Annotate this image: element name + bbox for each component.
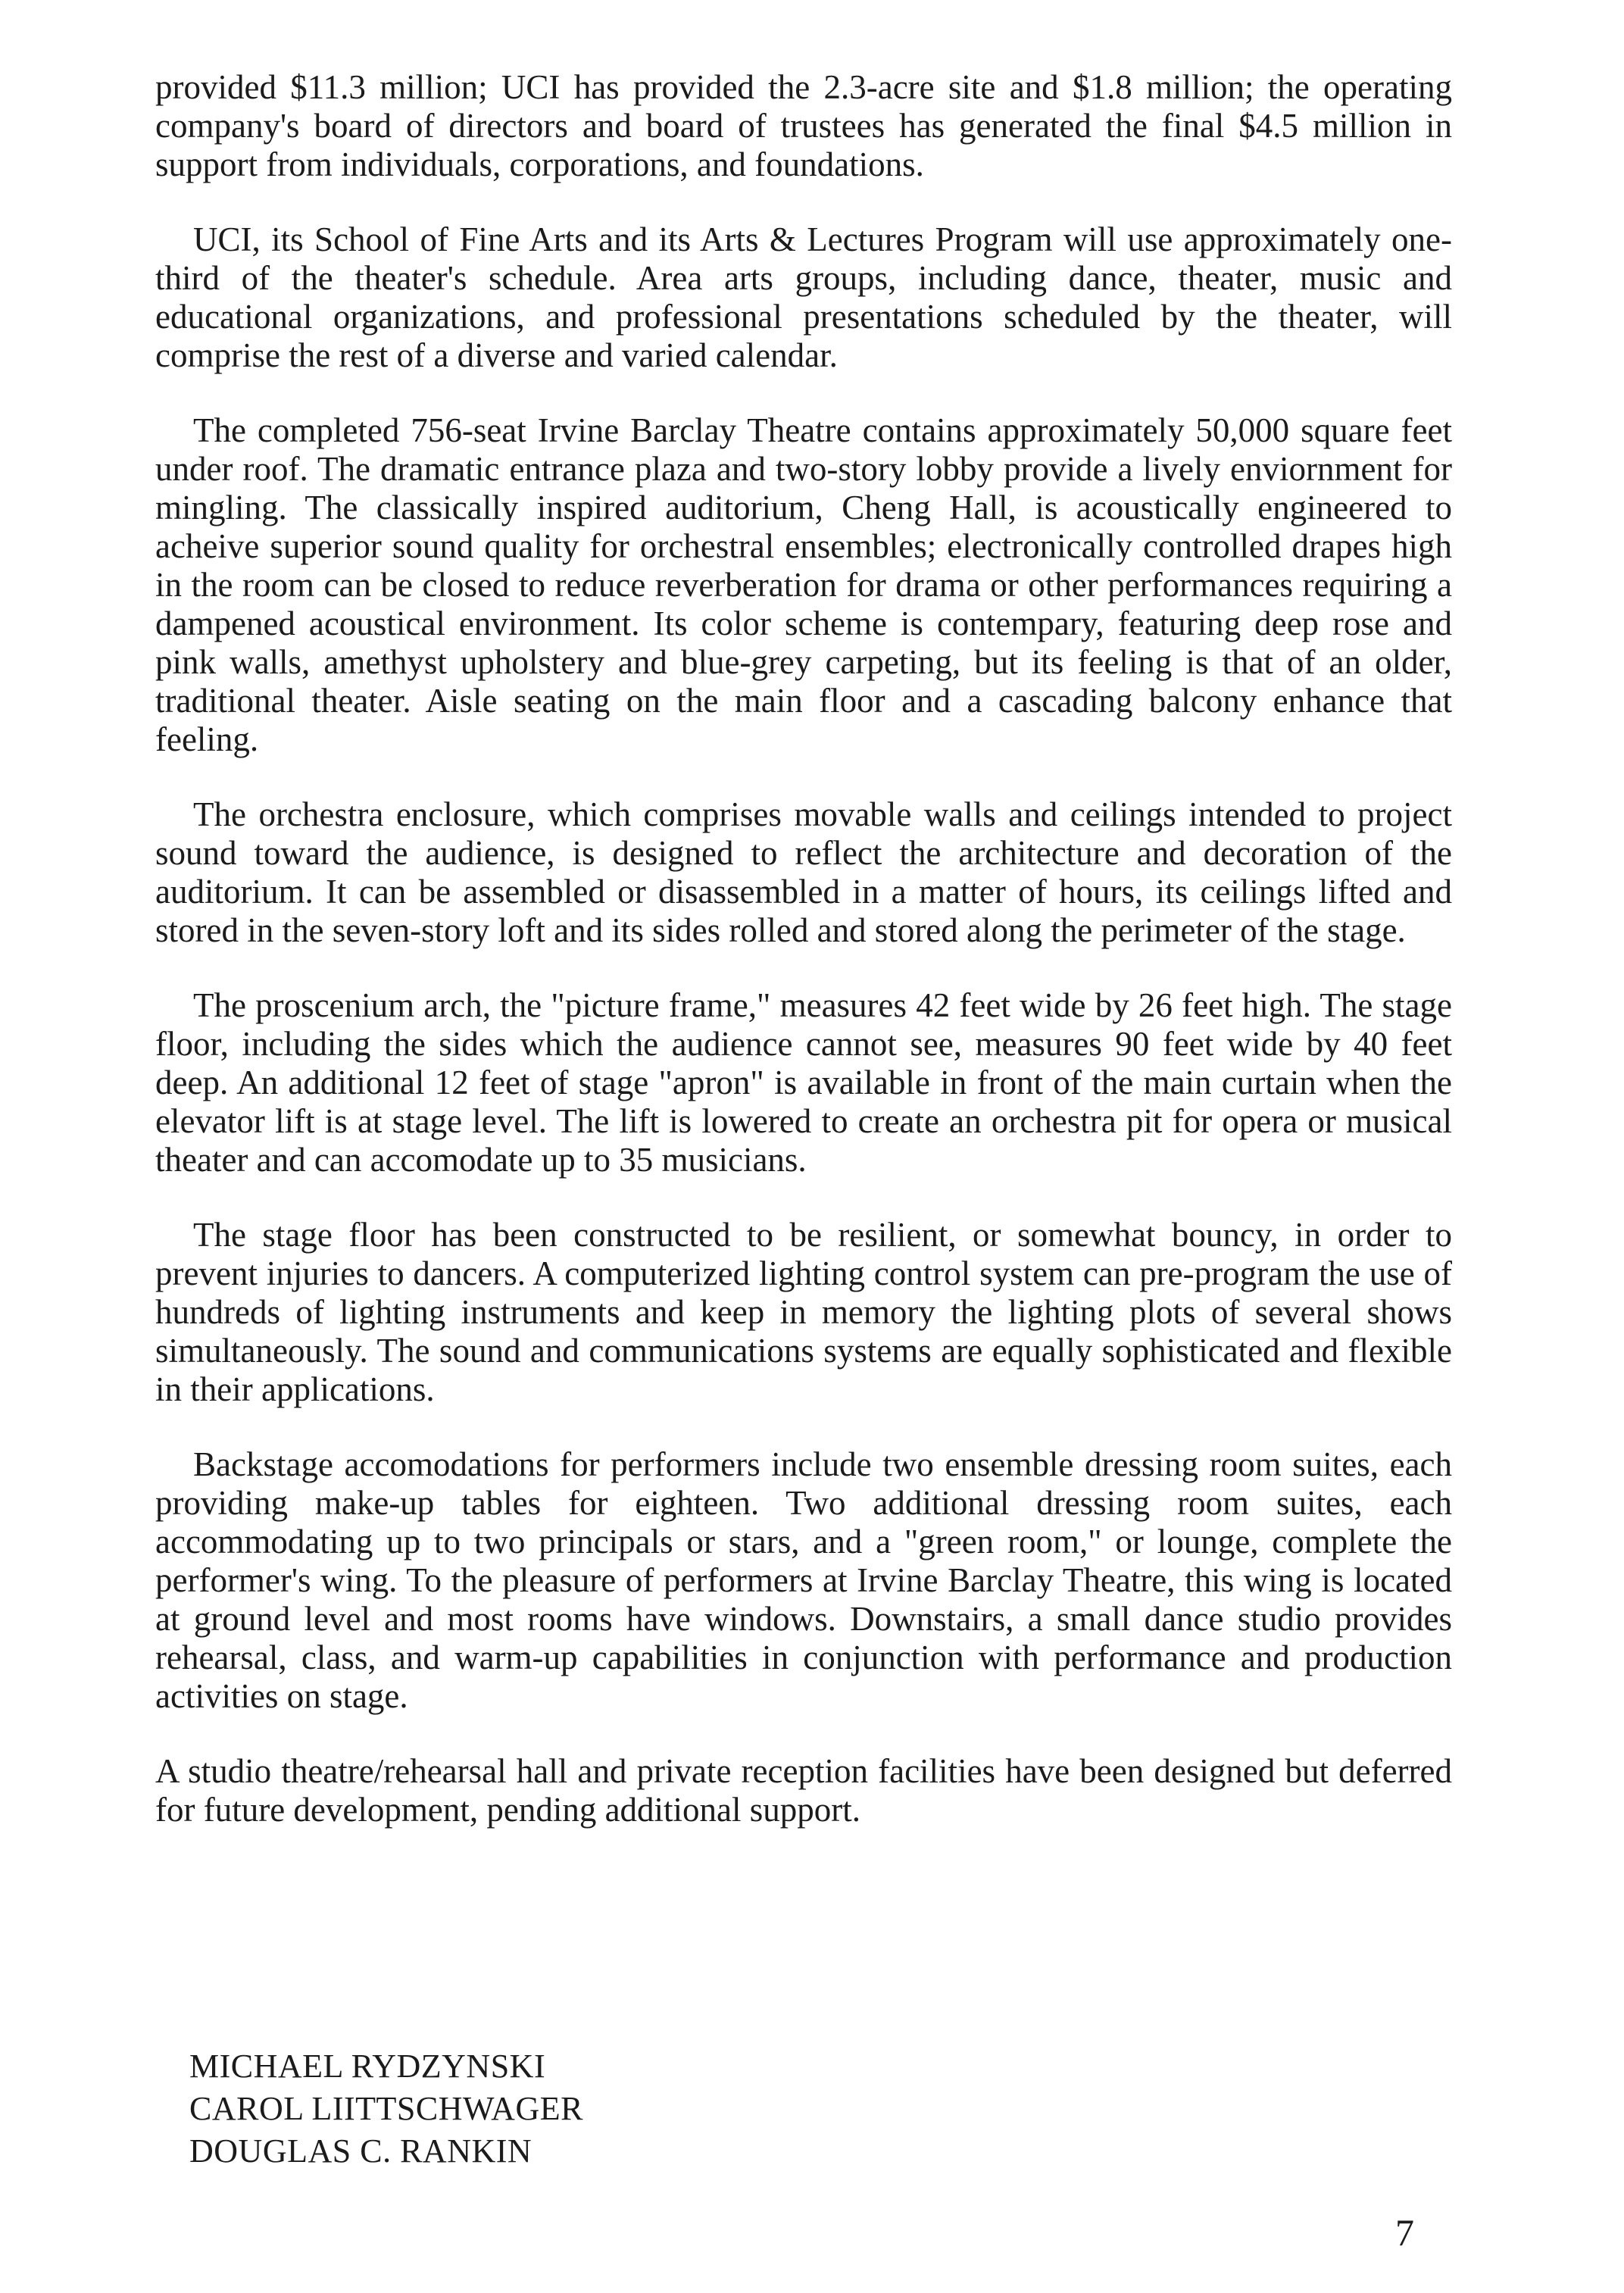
paragraph-orchestra-enclosure: The orchestra enclosure, which comprises movable walls and ceilings intended to project sound toward the audience, is designed to reflect the architecture and decoration of the auditorium. It can be assembled or disassembled in a matter of hours, its ceilings lifted and stored in the seven-story loft and its sides rolled and stored along the perimeter of the stage. <box>155 795 1452 949</box>
paragraph-studio-theatre: A studio theatre/rehearsal hall and private reception facilities have been designed but deferred for future development, pending additional support. <box>155 1752 1452 1829</box>
signature-name: CAROL LIITTSCHWAGER <box>189 2090 583 2127</box>
signature-block <box>189 2045 583 2173</box>
paragraph-schedule: UCI, its School of Fine Arts and its Arts & Lectures Program will use approximately one-third of the theater's schedule. Area arts groups, including dance, theater, music and educational organizations, and professional presentations scheduled by the theater, will comprise the rest of a diverse and varied calendar. <box>155 220 1452 374</box>
document-body <box>155 68 1452 1866</box>
paragraph-theatre-description: The completed 756-seat Irvine Barclay Theatre contains approximately 50,000 square feet under roof. The dramatic entrance plaza and two-story lobby provide a lively enviornment for mingling. The classically inspired auditorium, Cheng Hall, is acoustically engineered to acheive superior sound quality for orchestral ensembles; electronically controlled drapes high in the room can be closed to reduce reverberation for drama or other performances requiring a dampened acoustical environment. Its color scheme is contempary, featuring deep rose and pink walls, amethyst upholstery and blue-grey carpeting, but its feeling is that of an older, traditional theater. Aisle seating on the main floor and a cascading balcony enhance that feeling. <box>155 411 1452 758</box>
paragraph-stage-floor: The stage floor has been constructed to be resilient, or somewhat bouncy, in order to prevent injuries to dancers. A computerized lighting control system can pre-program the use of hundreds of lighting instruments and keep in memory the lighting plots of several shows simultaneously. The sound and communications systems are equally sophisticated and flexible in their applications. <box>155 1216 1452 1408</box>
paragraph-backstage: Backstage accomodations for performers include two ensemble dressing room suites, each providing make-up tables for eighteen. Two additional dressing room suites, each accommodating up to two principals or stars, and a "green room," or lounge, complete the performer's wing. To the pleasure of performers at Irvine Barclay Theatre, this wing is located at ground level and most rooms have windows. Downstairs, a small dance studio provides rehearsal, class, and warm-up capabilities in conjunction with performance and production activities on stage. <box>155 1445 1452 1715</box>
paragraph-funding: provided $11.3 million; UCI has provided the 2.3-acre site and $1.8 million; the operating company's board of directors and board of trustees has generated the final $4.5 million in support from individuals, corporations, and foundations. <box>155 68 1452 183</box>
page-number: 7 <box>1395 2211 1414 2254</box>
signature-name: MICHAEL RYDZYNSKI <box>189 2048 546 2085</box>
paragraph-proscenium: The proscenium arch, the "picture frame," measures 42 feet wide by 26 feet high. The stage floor, including the sides which the audience cannot see, measures 90 feet wide by 40 feet deep. An additional 12 feet of stage "apron" is available in front of the main curtain when the elevator lift is at stage level. The lift is lowered to create an orchestra pit for opera or musical theater and can accomodate up to 35 musicians. <box>155 986 1452 1179</box>
signature-name: DOUGLAS C. RANKIN <box>189 2132 532 2170</box>
